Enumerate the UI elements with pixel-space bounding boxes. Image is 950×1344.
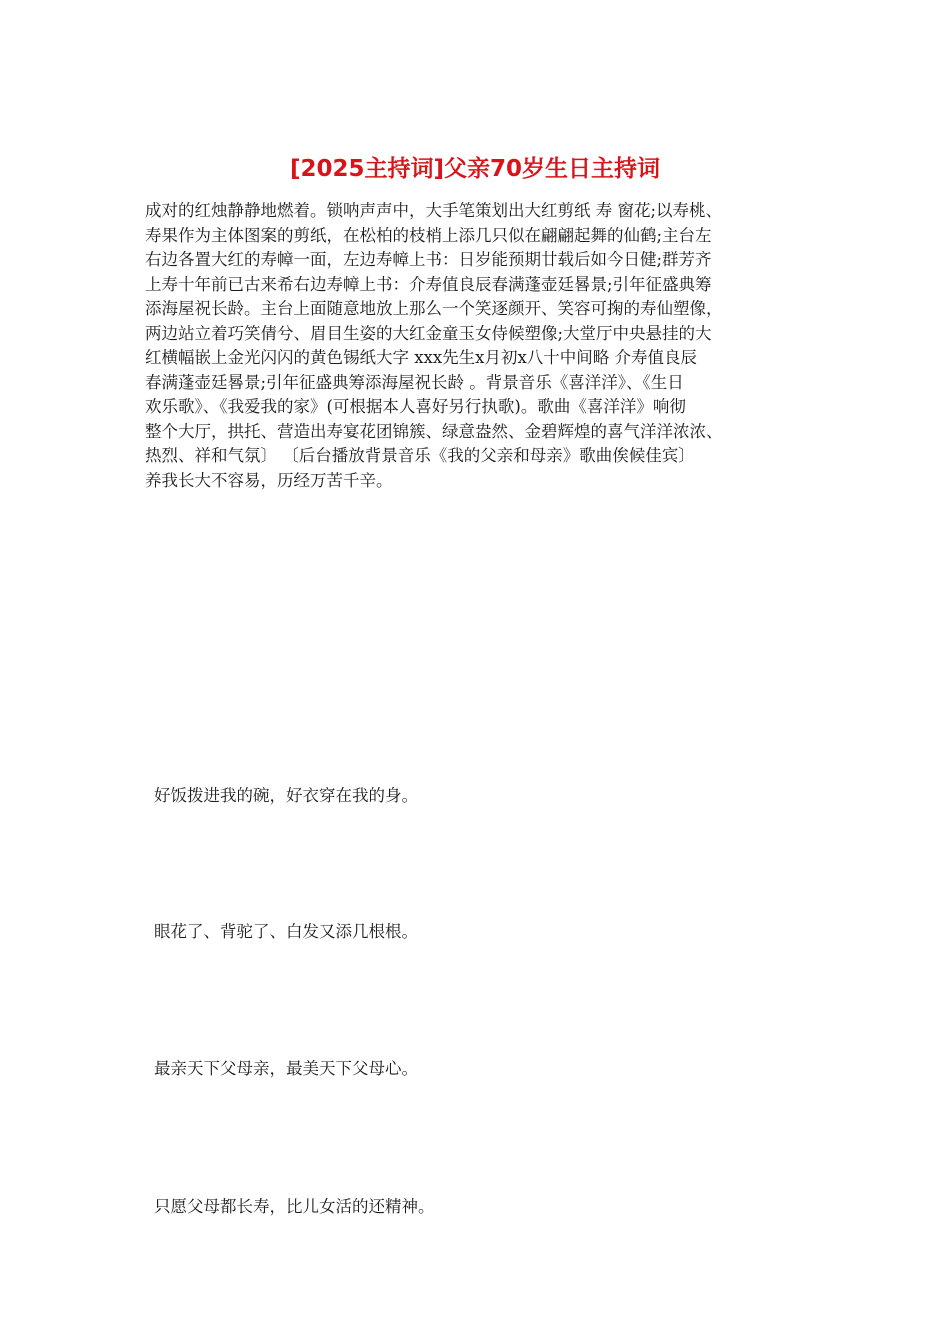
paragraph-line: 春满蓬壶廷晷景;引年征盛典筹添海屋祝长龄 。背景音乐《喜洋洋》、《生日 [145,372,684,392]
paragraph-line: 欢乐歌》、《我爱我的家》(可根据本人喜好另行执歌)。歌曲《喜洋洋》响彻 [145,397,686,416]
paragraph-line: 寿果作为主体图案的剪纸，在松柏的枝梢上添几只似在翩翩起舞的仙鹤;主台左 [145,225,712,245]
verse-line: 好饭拨进我的碗，好衣穿在我的身。 [154,786,418,805]
paragraph-line: 添海屋祝长龄。主台上面随意地放上那么一个笑逐颜开、笑容可掬的寿仙塑像， [145,299,723,318]
paragraph-line: 整个大厅，拱托、营造出寿宴花团锦簇、绿意盎然、金碧辉煌的喜气洋洋浓浓、 [145,421,723,441]
verse-line: 只愿父母都长寿，比儿女活的还精神。 [154,1197,435,1216]
paragraph-line: 红横幅嵌上金光闪闪的黄色锡纸大字 xxx先生x月初x八十中间略 介寿值良辰 [145,348,698,367]
paragraph-line: 两边站立着巧笑倩兮、眉目生姿的大红金童玉女侍候塑像;大堂厅中央悬挂的大 [145,323,712,343]
paragraph-line: 养我长大不容易，历经万苦千辛。 [145,470,393,490]
document-title: [2025主持词]父亲70岁生日主持词 [289,156,661,182]
paragraph-line: 上寿十年前已古来希右边寿幛上书：介寿值良辰春满蓬壶廷晷景;引年征盛典筹 [145,274,712,294]
verse-line: 眼花了、背驼了、白发又添几根根。 [154,922,418,941]
body-paragraph [145,199,810,493]
verse-line: 最亲天下父母亲，最美天下父母心。 [154,1059,418,1078]
paragraph-line: 成对的红烛静静地燃着。锁呐声声中，大手笔策划出大红剪纸 寿 窗花;以寿桃、 [145,201,723,220]
paragraph-line: 热烈、祥和气氛〕 〔后台播放背景音乐《我的父亲和母亲》歌曲俟候佳宾〕 [145,446,695,465]
paragraph-line: 右边各置大红的寿幛一面，左边寿幛上书：日岁能预期廿载后如今日健;群芳齐 [145,250,712,269]
